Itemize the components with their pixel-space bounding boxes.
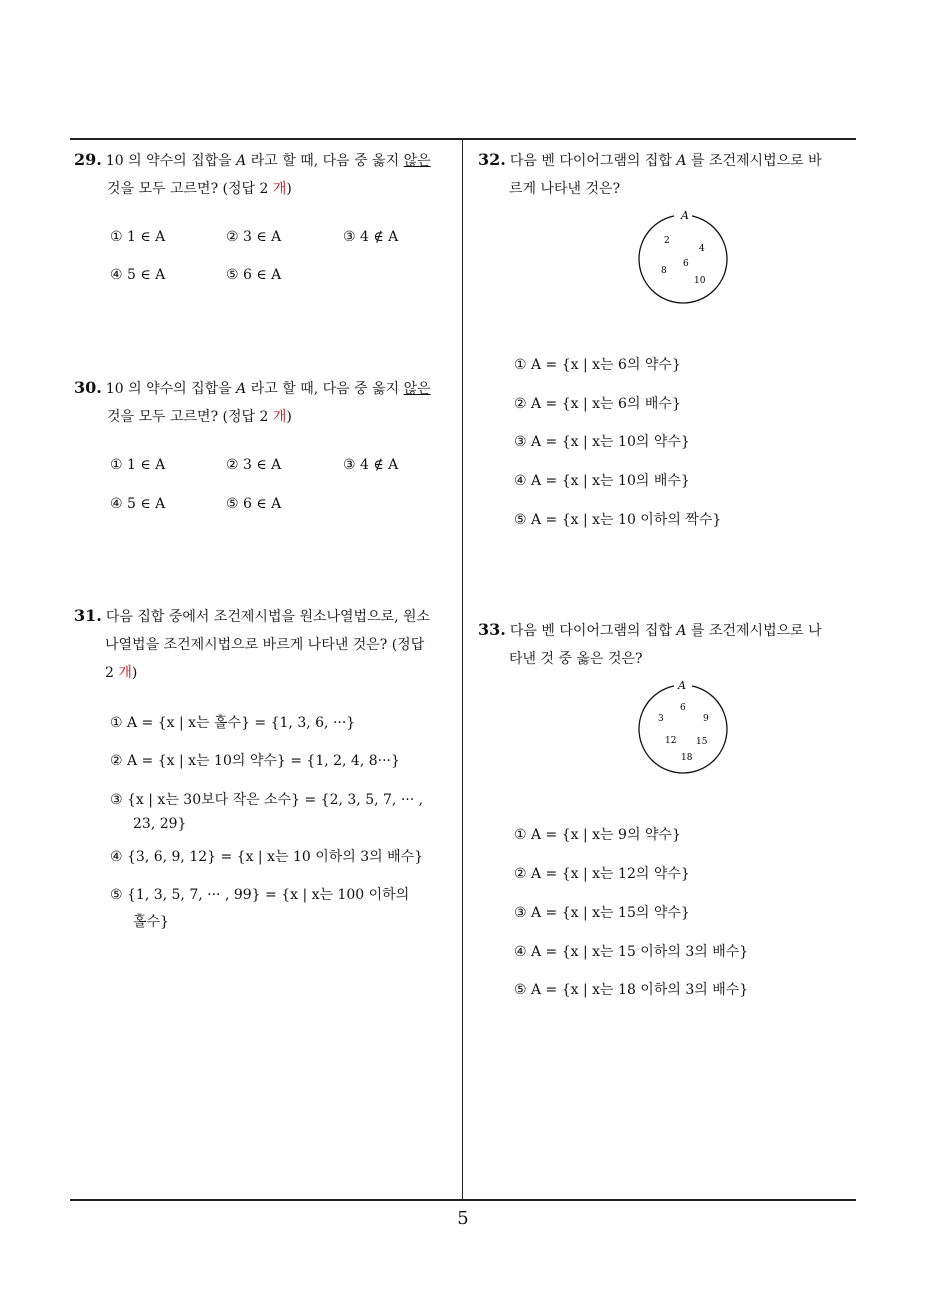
venn-element: 12	[665, 736, 677, 746]
venn-element: 6	[683, 259, 689, 269]
venn-element: 15	[696, 737, 708, 747]
option-3-continued: 23, 29}	[133, 816, 187, 832]
venn-set-label: A	[681, 209, 689, 222]
venn-element: 3	[658, 714, 664, 724]
question-33: 33. 다음 벤 다이어그램의 집합 A 를 조건제시법으로 나 타낸 것 중 옳은 것은?	[478, 620, 822, 667]
option-1[interactable]: ① A = {x | x는 9의 약수}	[514, 827, 681, 843]
option-5-continued: 홀수}	[133, 914, 169, 930]
option-2[interactable]: ② A = {x | x는 6의 배수}	[514, 396, 681, 412]
option-1[interactable]: ① 1 ∈ A	[110, 457, 166, 473]
top-rule	[70, 138, 856, 140]
option-2[interactable]: ② 3 ∈ A	[226, 229, 282, 245]
bottom-rule	[70, 1199, 856, 1201]
question-number: 32.	[478, 150, 506, 169]
venn-element: 8	[661, 266, 667, 276]
emphasis-underline: 않은	[403, 153, 431, 169]
venn-element: 4	[699, 244, 705, 254]
venn-element: 10	[694, 276, 706, 286]
question-number: 29.	[74, 150, 102, 169]
venn-element: 9	[703, 714, 709, 724]
option-5[interactable]: ⑤ 6 ∈ A	[226, 496, 282, 512]
column-divider	[462, 138, 463, 1200]
option-2[interactable]: ② A = {x | x는 10의 약수} = {1, 2, 4, 8···}	[110, 753, 400, 769]
question-number: 33.	[478, 620, 506, 639]
option-1[interactable]: ① A = {x | x는 홀수} = {1, 3, 6, ···}	[110, 715, 356, 731]
option-5[interactable]: ⑤ A = {x | x는 10 이하의 짝수}	[514, 512, 722, 528]
option-3[interactable]: ③ 4 ∉ A	[343, 457, 399, 473]
option-4[interactable]: ④ {3, 6, 9, 12} = {x | x는 10 이하의 3의 배수}	[110, 849, 424, 865]
venn-diagram-32	[636, 207, 732, 307]
venn-element: 18	[681, 753, 693, 763]
option-4[interactable]: ④ A = {x | x는 10의 배수}	[514, 473, 690, 489]
option-2[interactable]: ② A = {x | x는 12의 약수}	[514, 866, 690, 882]
option-3[interactable]: ③ {x | x는 30보다 작은 소수} = {2, 3, 5, 7, ··· ,	[110, 792, 424, 808]
option-4[interactable]: ④ A = {x | x는 15 이하의 3의 배수}	[514, 944, 749, 960]
emphasis-underline: 않은	[403, 381, 431, 397]
question-32: 32. 다음 벤 다이어그램의 집합 A 를 조건제시법으로 바 르게 나타낸 것은?	[478, 150, 822, 197]
page-number: 5	[457, 1208, 469, 1229]
option-3[interactable]: ③ A = {x | x는 15의 약수}	[514, 905, 690, 921]
question-29: 29. 10 의 약수의 집합을 A 라고 할 때, 다음 중 옳지 않은 것을 모두 고르면? (정답 2 개)	[74, 150, 431, 197]
option-5[interactable]: ⑤ 6 ∈ A	[226, 267, 282, 283]
option-4[interactable]: ④ 5 ∈ A	[110, 496, 166, 512]
option-3[interactable]: ③ 4 ∉ A	[343, 229, 399, 245]
question-number: 30.	[74, 378, 102, 397]
option-3[interactable]: ③ A = {x | x는 10의 약수}	[514, 434, 690, 450]
option-1[interactable]: ① 1 ∈ A	[110, 229, 166, 245]
question-31: 31. 다음 집합 중에서 조건제시법을 원소나열법으로, 원소 나열법을 조건제시법으로 바르게 나타낸 것은? (정답 2 개)	[74, 606, 431, 681]
venn-diagram-33	[636, 677, 732, 777]
venn-element: 2	[664, 236, 670, 246]
option-2[interactable]: ② 3 ∈ A	[226, 457, 282, 473]
answer-count-unit: 개	[272, 181, 287, 197]
venn-set-label: A	[678, 679, 686, 692]
option-4[interactable]: ④ 5 ∈ A	[110, 267, 166, 283]
venn-element: 6	[680, 703, 686, 713]
question-number: 31.	[74, 606, 102, 625]
answer-count-unit: 개	[118, 665, 132, 681]
question-30: 30. 10 의 약수의 집합을 A 라고 할 때, 다음 중 옳지 않은 것을 모두 고르면? (정답 2 개)	[74, 378, 431, 425]
option-5[interactable]: ⑤ A = {x | x는 18 이하의 3의 배수}	[514, 982, 749, 998]
option-5[interactable]: ⑤ {1, 3, 5, 7, ··· , 99} = {x | x는 100 이하의	[110, 887, 410, 903]
option-1[interactable]: ① A = {x | x는 6의 약수}	[514, 357, 681, 373]
answer-count-unit: 개	[272, 409, 287, 425]
